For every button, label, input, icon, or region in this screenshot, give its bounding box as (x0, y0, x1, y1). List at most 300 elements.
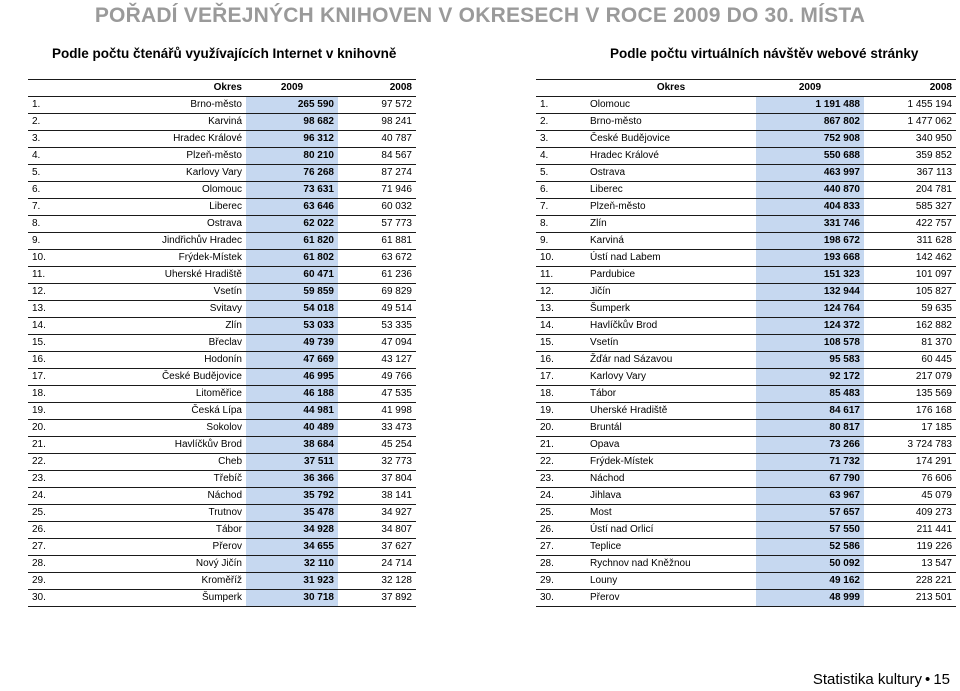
value-2009-cell: 95 583 (756, 352, 864, 369)
okres-cell: Přerov (586, 590, 756, 607)
table-row (536, 505, 956, 522)
rank-cell: 5. (536, 165, 586, 182)
rank-cell: 22. (28, 454, 88, 471)
value-2008-cell: 69 829 (338, 284, 416, 301)
rank-cell: 5. (28, 165, 88, 182)
okres-cell: Ostrava (586, 165, 756, 182)
value-2008-cell: 57 773 (338, 216, 416, 233)
rank-cell: 19. (28, 403, 88, 420)
okres-cell: Olomouc (586, 97, 756, 114)
value-2009-cell: 132 944 (756, 284, 864, 301)
value-2009-cell: 71 732 (756, 454, 864, 471)
okres-cell: Zlín (586, 216, 756, 233)
value-2009-cell: 44 981 (246, 403, 338, 420)
okres-cell: Kroměříž (88, 573, 246, 590)
rank-cell: 20. (536, 420, 586, 437)
value-2009-cell: 53 033 (246, 318, 338, 335)
rank-cell: 25. (536, 505, 586, 522)
value-2008-cell: 422 757 (864, 216, 956, 233)
table-row (536, 148, 956, 165)
table-row (536, 318, 956, 335)
value-2008-cell: 162 882 (864, 318, 956, 335)
value-2008-cell: 217 079 (864, 369, 956, 386)
table-header-row (536, 80, 956, 97)
rank-cell: 11. (536, 267, 586, 284)
okres-cell: Tábor (88, 522, 246, 539)
value-2008-cell: 34 807 (338, 522, 416, 539)
table-row (536, 386, 956, 403)
value-2008-cell: 311 628 (864, 233, 956, 250)
table-row (28, 318, 416, 335)
rank-cell: 28. (28, 556, 88, 573)
okres-cell: Přerov (88, 539, 246, 556)
rank-cell: 12. (536, 284, 586, 301)
okres-cell: Hodonín (88, 352, 246, 369)
table-row (28, 488, 416, 505)
page-title: POŘADÍ VEŘEJNÝCH KNIHOVEN V OKRESECH V ROCE 2009 DO 30. MÍSTA (94, 4, 866, 27)
value-2009-cell: 124 764 (756, 301, 864, 318)
table-row (28, 182, 416, 199)
rank-cell: 17. (536, 369, 586, 386)
value-2009-cell: 54 018 (246, 301, 338, 318)
value-2008-cell: 37 627 (338, 539, 416, 556)
rank-cell: 30. (536, 590, 586, 607)
rank-cell: 23. (28, 471, 88, 488)
okres-cell: Olomouc (88, 182, 246, 199)
value-2008-cell: 87 274 (338, 165, 416, 182)
value-2008-cell: 359 852 (864, 148, 956, 165)
value-2009-cell: 63 646 (246, 199, 338, 216)
value-2008-cell: 105 827 (864, 284, 956, 301)
value-2009-cell: 84 617 (756, 403, 864, 420)
value-2008-cell: 1 455 194 (864, 97, 956, 114)
rank-cell: 8. (536, 216, 586, 233)
internet-readers-body (28, 97, 416, 607)
okres-cell: Karviná (586, 233, 756, 250)
value-2008-cell: 71 946 (338, 182, 416, 199)
value-2008-cell: 211 441 (864, 522, 956, 539)
rank-cell: 27. (28, 539, 88, 556)
year-2008-header: 2008 (864, 80, 956, 97)
value-2009-cell: 49 162 (756, 573, 864, 590)
okres-cell: Tábor (586, 386, 756, 403)
year-2009-header: 2009 (756, 80, 864, 97)
okres-header: Okres (88, 80, 246, 97)
rank-cell: 13. (536, 301, 586, 318)
value-2009-cell: 34 655 (246, 539, 338, 556)
value-2009-cell: 35 792 (246, 488, 338, 505)
value-2009-cell: 32 110 (246, 556, 338, 573)
value-2008-cell: 60 032 (338, 199, 416, 216)
okres-cell: Rychnov nad Kněžnou (586, 556, 756, 573)
okres-cell: Hradec Králové (586, 148, 756, 165)
table-row (536, 199, 956, 216)
table-row (28, 556, 416, 573)
value-2008-cell: 47 535 (338, 386, 416, 403)
okres-cell: Karlovy Vary (88, 165, 246, 182)
table-row (28, 335, 416, 352)
table-row (28, 97, 416, 114)
table-row (28, 522, 416, 539)
value-2009-cell: 752 908 (756, 131, 864, 148)
value-2009-cell: 48 999 (756, 590, 864, 607)
okres-cell: Ústí nad Labem (586, 250, 756, 267)
value-2008-cell: 13 547 (864, 556, 956, 573)
rank-cell: 7. (536, 199, 586, 216)
right-table-subtitle: Podle počtu virtuálních návštěv webové stránky (610, 46, 919, 61)
table-row (536, 471, 956, 488)
table-row (28, 352, 416, 369)
table-row (536, 454, 956, 471)
okres-cell: Břeclav (88, 335, 246, 352)
value-2008-cell: 59 635 (864, 301, 956, 318)
rank-cell: 12. (28, 284, 88, 301)
value-2009-cell: 34 928 (246, 522, 338, 539)
value-2009-cell: 38 684 (246, 437, 338, 454)
okres-cell: Frýdek-Místek (586, 454, 756, 471)
value-2008-cell: 49 514 (338, 301, 416, 318)
value-2008-cell: 43 127 (338, 352, 416, 369)
rank-cell: 14. (536, 318, 586, 335)
table-header-row (28, 80, 416, 97)
table-row (536, 97, 956, 114)
rank-cell: 30. (28, 590, 88, 607)
okres-cell: Svitavy (88, 301, 246, 318)
okres-cell: Plzeň-město (586, 199, 756, 216)
value-2009-cell: 463 997 (756, 165, 864, 182)
rank-header (28, 80, 88, 97)
rank-cell: 2. (28, 114, 88, 131)
rank-cell: 16. (28, 352, 88, 369)
rank-cell: 8. (28, 216, 88, 233)
value-2009-cell: 61 820 (246, 233, 338, 250)
table-row (28, 539, 416, 556)
okres-cell: Havlíčkův Brod (88, 437, 246, 454)
page-number: 15 (933, 671, 950, 688)
okres-cell: Karviná (88, 114, 246, 131)
rank-header (536, 80, 586, 97)
table-row (536, 352, 956, 369)
value-2008-cell: 98 241 (338, 114, 416, 131)
table-row (536, 250, 956, 267)
value-2009-cell: 1 191 488 (756, 97, 864, 114)
table-row (28, 250, 416, 267)
table-row (28, 131, 416, 148)
okres-cell: Uherské Hradiště (586, 403, 756, 420)
value-2008-cell: 204 781 (864, 182, 956, 199)
rank-cell: 21. (536, 437, 586, 454)
value-2008-cell: 33 473 (338, 420, 416, 437)
value-2009-cell: 193 668 (756, 250, 864, 267)
rank-cell: 6. (536, 182, 586, 199)
table-row (28, 386, 416, 403)
table-row (536, 573, 956, 590)
table-row (536, 437, 956, 454)
value-2008-cell: 60 445 (864, 352, 956, 369)
value-2009-cell: 30 718 (246, 590, 338, 607)
value-2009-cell: 73 266 (756, 437, 864, 454)
okres-cell: Ústí nad Orlicí (586, 522, 756, 539)
table-row (28, 403, 416, 420)
value-2008-cell: 24 714 (338, 556, 416, 573)
year-2008-header: 2008 (338, 80, 416, 97)
value-2009-cell: 46 995 (246, 369, 338, 386)
rank-cell: 29. (28, 573, 88, 590)
value-2009-cell: 80 210 (246, 148, 338, 165)
table-row (28, 420, 416, 437)
value-2008-cell: 45 079 (864, 488, 956, 505)
rank-cell: 9. (536, 233, 586, 250)
value-2008-cell: 63 672 (338, 250, 416, 267)
table-row (536, 556, 956, 573)
rank-cell: 15. (28, 335, 88, 352)
okres-cell: Náchod (88, 488, 246, 505)
value-2008-cell: 45 254 (338, 437, 416, 454)
okres-cell: Cheb (88, 454, 246, 471)
value-2009-cell: 85 483 (756, 386, 864, 403)
rank-cell: 2. (536, 114, 586, 131)
value-2008-cell: 49 766 (338, 369, 416, 386)
value-2008-cell: 32 128 (338, 573, 416, 590)
value-2009-cell: 49 739 (246, 335, 338, 352)
footer-separator: • (925, 671, 931, 688)
table-row (536, 335, 956, 352)
value-2009-cell: 31 923 (246, 573, 338, 590)
table-row (536, 284, 956, 301)
value-2009-cell: 63 967 (756, 488, 864, 505)
value-2008-cell: 176 168 (864, 403, 956, 420)
value-2008-cell: 84 567 (338, 148, 416, 165)
table-row (28, 454, 416, 471)
rank-cell: 21. (28, 437, 88, 454)
value-2008-cell: 135 569 (864, 386, 956, 403)
table-row (536, 131, 956, 148)
okres-cell: Brno-město (88, 97, 246, 114)
rank-cell: 18. (28, 386, 88, 403)
value-2009-cell: 60 471 (246, 267, 338, 284)
rank-cell: 28. (536, 556, 586, 573)
table-row (536, 539, 956, 556)
table-row (28, 284, 416, 301)
value-2008-cell: 32 773 (338, 454, 416, 471)
rank-cell: 3. (28, 131, 88, 148)
value-2008-cell: 228 221 (864, 573, 956, 590)
value-2008-cell: 174 291 (864, 454, 956, 471)
table-row (28, 148, 416, 165)
value-2009-cell: 151 323 (756, 267, 864, 284)
okres-cell: České Budějovice (88, 369, 246, 386)
okres-cell: Frýdek-Místek (88, 250, 246, 267)
value-2008-cell: 101 097 (864, 267, 956, 284)
left-table-subtitle: Podle počtu čtenářů využívajících Internet v knihovně (52, 46, 397, 61)
okres-cell: Jindřichův Hradec (88, 233, 246, 250)
okres-cell: Most (586, 505, 756, 522)
okres-cell: Louny (586, 573, 756, 590)
table-row (536, 522, 956, 539)
rank-cell: 1. (28, 97, 88, 114)
table-row (28, 267, 416, 284)
table-row (28, 590, 416, 607)
table-row (28, 573, 416, 590)
okres-cell: Teplice (586, 539, 756, 556)
rank-cell: 14. (28, 318, 88, 335)
okres-cell: Plzeň-město (88, 148, 246, 165)
value-2009-cell: 198 672 (756, 233, 864, 250)
value-2008-cell: 41 998 (338, 403, 416, 420)
value-2009-cell: 76 268 (246, 165, 338, 182)
value-2008-cell: 61 236 (338, 267, 416, 284)
value-2009-cell: 550 688 (756, 148, 864, 165)
value-2009-cell: 35 478 (246, 505, 338, 522)
table-row (536, 590, 956, 607)
rank-cell: 9. (28, 233, 88, 250)
okres-cell: Brno-město (586, 114, 756, 131)
value-2008-cell: 81 370 (864, 335, 956, 352)
okres-cell: Liberec (88, 199, 246, 216)
table-row (536, 216, 956, 233)
value-2009-cell: 36 366 (246, 471, 338, 488)
value-2009-cell: 62 022 (246, 216, 338, 233)
table-row (28, 369, 416, 386)
table-row (28, 505, 416, 522)
rank-cell: 10. (536, 250, 586, 267)
value-2009-cell: 124 372 (756, 318, 864, 335)
rank-cell: 26. (28, 522, 88, 539)
value-2009-cell: 46 188 (246, 386, 338, 403)
rank-cell: 6. (28, 182, 88, 199)
table-row (28, 471, 416, 488)
table-row (536, 301, 956, 318)
table-row (28, 233, 416, 250)
value-2008-cell: 17 185 (864, 420, 956, 437)
value-2009-cell: 47 669 (246, 352, 338, 369)
okres-cell: Uherské Hradiště (88, 267, 246, 284)
page-footer (813, 671, 950, 688)
value-2009-cell: 265 590 (246, 97, 338, 114)
table-row (536, 403, 956, 420)
rank-cell: 25. (28, 505, 88, 522)
internet-readers-table (28, 79, 416, 607)
rank-cell: 10. (28, 250, 88, 267)
rank-cell: 18. (536, 386, 586, 403)
value-2008-cell: 37 804 (338, 471, 416, 488)
value-2009-cell: 52 586 (756, 539, 864, 556)
rank-cell: 29. (536, 573, 586, 590)
value-2008-cell: 38 141 (338, 488, 416, 505)
value-2009-cell: 67 790 (756, 471, 864, 488)
rank-cell: 19. (536, 403, 586, 420)
value-2008-cell: 40 787 (338, 131, 416, 148)
okres-cell: Česká Lípa (88, 403, 246, 420)
okres-cell: Hradec Králové (88, 131, 246, 148)
value-2008-cell: 213 501 (864, 590, 956, 607)
okres-cell: Pardubice (586, 267, 756, 284)
okres-cell: Bruntál (586, 420, 756, 437)
web-visits-table (536, 79, 956, 607)
value-2009-cell: 61 802 (246, 250, 338, 267)
value-2008-cell: 61 881 (338, 233, 416, 250)
okres-cell: Vsetín (88, 284, 246, 301)
rank-cell: 24. (28, 488, 88, 505)
value-2009-cell: 440 870 (756, 182, 864, 199)
rank-cell: 4. (536, 148, 586, 165)
table-row (536, 420, 956, 437)
table-row (536, 114, 956, 131)
value-2009-cell: 80 817 (756, 420, 864, 437)
value-2009-cell: 108 578 (756, 335, 864, 352)
rank-cell: 7. (28, 199, 88, 216)
value-2008-cell: 1 477 062 (864, 114, 956, 131)
table-row (28, 199, 416, 216)
value-2008-cell: 585 327 (864, 199, 956, 216)
rank-cell: 13. (28, 301, 88, 318)
okres-cell: Ostrava (88, 216, 246, 233)
footer-label: Statistika kultury (812, 671, 923, 688)
rank-cell: 4. (28, 148, 88, 165)
value-2009-cell: 57 550 (756, 522, 864, 539)
okres-cell: Jihlava (586, 488, 756, 505)
value-2008-cell: 53 335 (338, 318, 416, 335)
value-2008-cell: 47 094 (338, 335, 416, 352)
table-row (28, 437, 416, 454)
value-2009-cell: 40 489 (246, 420, 338, 437)
value-2008-cell: 37 892 (338, 590, 416, 607)
rank-cell: 15. (536, 335, 586, 352)
okres-cell: Sokolov (88, 420, 246, 437)
rank-cell: 3. (536, 131, 586, 148)
value-2008-cell: 119 226 (864, 539, 956, 556)
value-2009-cell: 96 312 (246, 131, 338, 148)
okres-cell: Liberec (586, 182, 756, 199)
value-2009-cell: 331 746 (756, 216, 864, 233)
table-row (536, 369, 956, 386)
table-row (536, 182, 956, 199)
rank-cell: 22. (536, 454, 586, 471)
value-2009-cell: 404 833 (756, 199, 864, 216)
table-row (536, 488, 956, 505)
okres-cell: Třebíč (88, 471, 246, 488)
okres-header: Okres (586, 80, 756, 97)
okres-cell: Opava (586, 437, 756, 454)
value-2008-cell: 76 606 (864, 471, 956, 488)
value-2009-cell: 37 511 (246, 454, 338, 471)
okres-cell: Jičín (586, 284, 756, 301)
rank-cell: 24. (536, 488, 586, 505)
okres-cell: Šumperk (88, 590, 246, 607)
value-2008-cell: 142 462 (864, 250, 956, 267)
table-row (536, 165, 956, 182)
value-2009-cell: 73 631 (246, 182, 338, 199)
rank-cell: 20. (28, 420, 88, 437)
web-visits-body (536, 97, 956, 607)
value-2008-cell: 34 927 (338, 505, 416, 522)
value-2008-cell: 97 572 (338, 97, 416, 114)
value-2009-cell: 59 859 (246, 284, 338, 301)
table-row (536, 233, 956, 250)
table-row (28, 114, 416, 131)
okres-cell: České Budějovice (586, 131, 756, 148)
okres-cell: Šumperk (586, 301, 756, 318)
okres-cell: Trutnov (88, 505, 246, 522)
okres-cell: Nový Jičín (88, 556, 246, 573)
value-2009-cell: 92 172 (756, 369, 864, 386)
rank-cell: 26. (536, 522, 586, 539)
okres-cell: Litoměřice (88, 386, 246, 403)
value-2009-cell: 867 802 (756, 114, 864, 131)
rank-cell: 17. (28, 369, 88, 386)
value-2009-cell: 98 682 (246, 114, 338, 131)
value-2008-cell: 409 273 (864, 505, 956, 522)
